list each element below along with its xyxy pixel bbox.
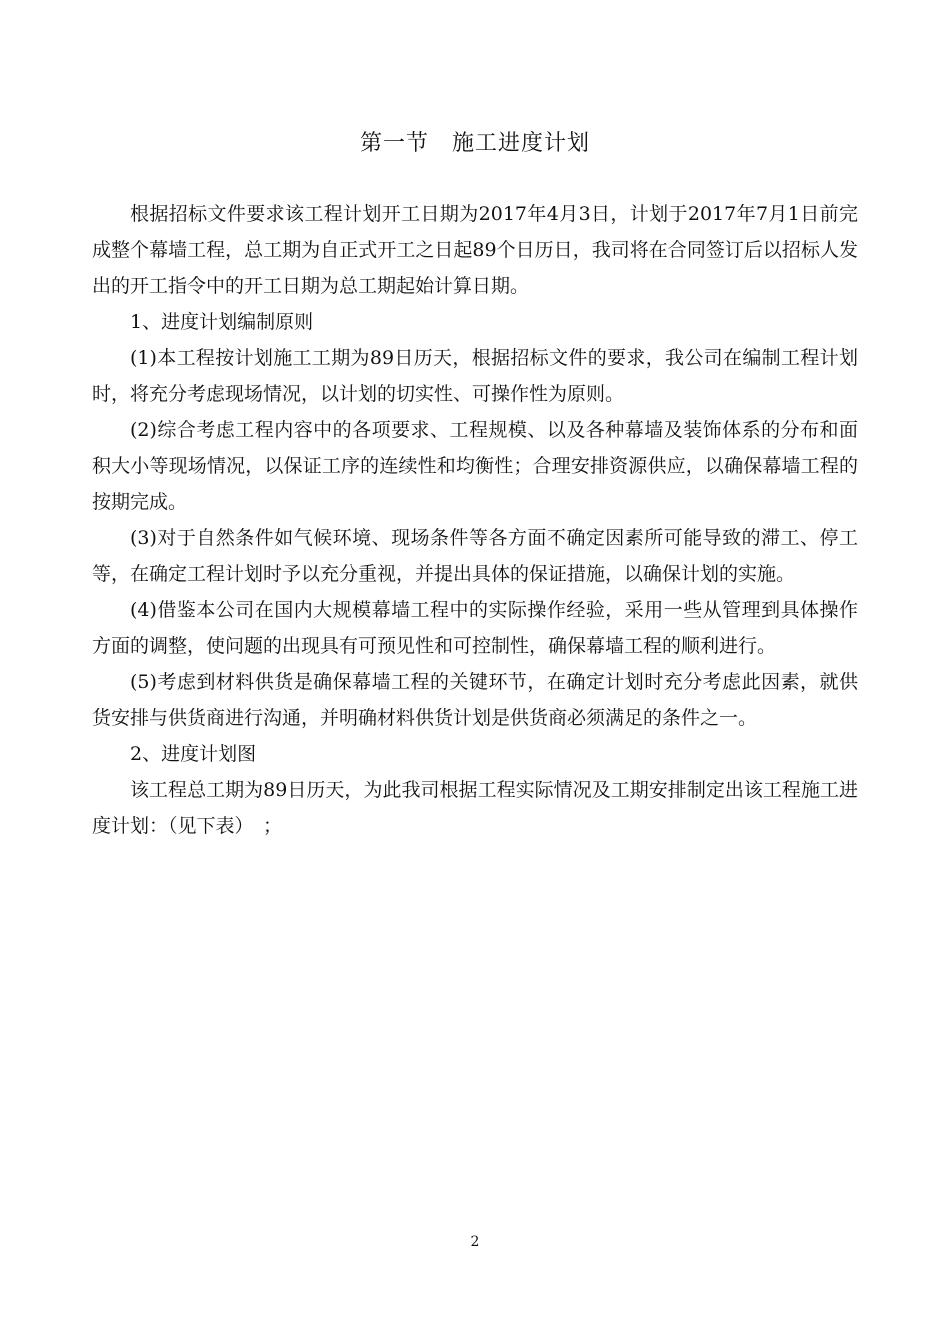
- principle-item-2: (2)综合考虑工程内容中的各项要求、工程规模、以及各种幕墙及装饰体系的分布和面积大小等现场情况，以保证工序的连续性和均衡性；合理安排资源供应，以确保幕墙工程的按期完成。: [92, 419, 858, 513]
- principle-item-4: (4)借鉴本公司在国内大规模幕墙工程中的实际操作经验，采用一些从管理到具体操作方面的调整，使问题的出现具有可预见性和可控制性，确保幕墙工程的顺利进行。: [92, 599, 858, 657]
- heading-principles: 1、进度计划编制原则: [130, 311, 314, 333]
- principle-item-1: (1)本工程按计划施工工期为89日历天，根据招标文件的要求，我公司在编制工程计划时，将充分考虑现场情况，以计划的切实性、可操作性为原则。: [92, 347, 858, 405]
- heading-schedule-chart: 2、进度计划图: [130, 743, 257, 765]
- principle-item-5: (5)考虑到材料供货是确保幕墙工程的关键环节，在确定计划时充分考虑此因素，就供货安排与供货商进行沟通，并明确材料供货计划是供货商必须满足的条件之一。: [92, 671, 858, 729]
- intro-paragraph: 根据招标文件要求该工程计划开工日期为2017年4月3日，计划于2017年7月1日前完成整个幕墙工程，总工期为自正式开工之日起89个日历日，我司将在合同签订后以招标人发出的开工指令中的开工日期为总工期起始计算日期。: [92, 203, 858, 297]
- principle-item-3: (3)对于自然条件如气候环境、现场条件等各方面不确定因素所可能导致的滞工、停工等，在确定工程计划时予以充分重视，并提出具体的保证措施，以确保计划的实施。: [92, 527, 858, 585]
- page-number: 2: [470, 1234, 480, 1250]
- section-title: 第一节 施工进度计划: [359, 131, 590, 156]
- schedule-paragraph: 该工程总工期为89日历天，为此我司根据工程实际情况及工期安排制定出该工程施工进度计划：（见下表） ；: [92, 779, 858, 837]
- document-body: [92, 196, 858, 844]
